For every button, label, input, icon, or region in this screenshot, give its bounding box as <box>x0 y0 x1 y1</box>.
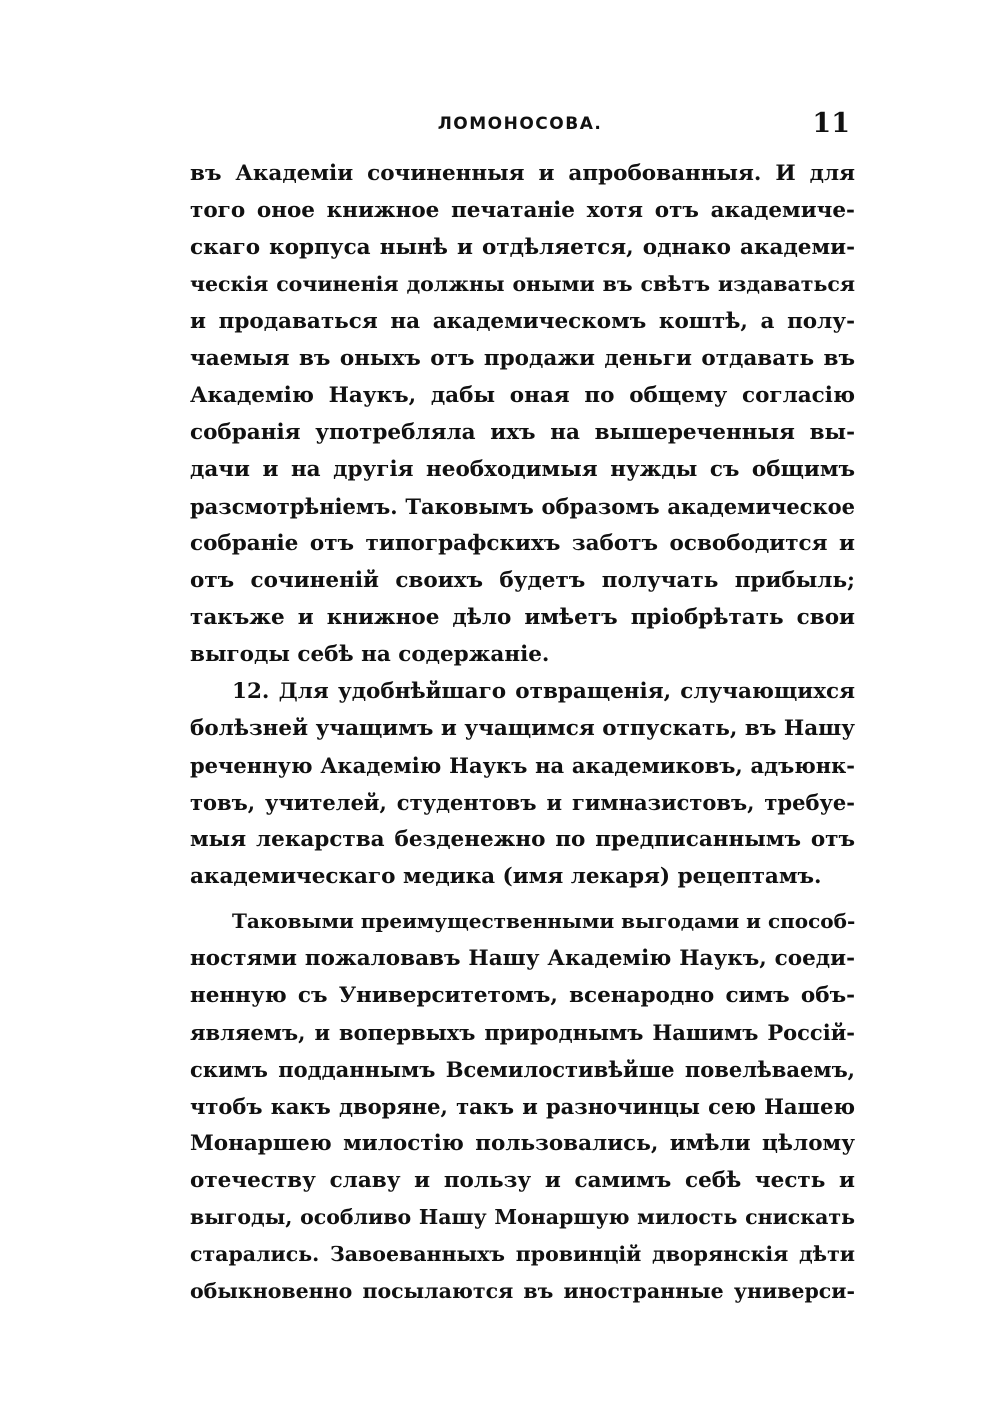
page-body <box>190 155 855 1310</box>
text-line: отечеству славу и пользу и самимъ себѣ честь и <box>190 1168 855 1193</box>
text-line: академическаго медика (имя лекаря) рецептамъ. <box>190 864 822 889</box>
text-line: Академію Наукъ, дабы оная по общему согласію <box>190 383 855 408</box>
text-line: обыкновенно посылаются въ иностранные универси- <box>190 1279 855 1303</box>
text-line: мыя лекарства безденежно по предписаннымъ отъ <box>190 827 855 852</box>
text-line: скаго корпуса нынѣ и отдѣляется, однако академи- <box>190 235 855 260</box>
text-line: товъ, учителей, студентовъ и гимназистовъ, требуе- <box>190 790 855 815</box>
text-line: чаемыя въ оныхъ отъ продажи деньги отдавать въ <box>190 346 855 371</box>
text-line: выгоды себѣ на содержаніе. <box>190 642 550 667</box>
text-line: ческія сочиненія должны оными въ свѣтъ издаваться <box>190 272 855 296</box>
running-head: ЛОМОНОСОВА. <box>437 114 603 134</box>
text-line: Таковыми преимущественными выгодами и способ- <box>232 909 855 933</box>
text-line: болѣзней учащимъ и учащимся отпускать, въ Нашу <box>190 716 855 741</box>
text-line: старались. Завоеванныхъ провинцій дворянскія дѣти <box>190 1242 855 1266</box>
text-line: такъже и книжное дѣло имѣетъ пріобрѣтать свои <box>190 605 855 630</box>
page-header <box>190 108 850 148</box>
text-line: ненную съ Университетомъ, всенародно симъ объ- <box>190 983 855 1008</box>
text-line: того оное книжное печатаніе хотя отъ академиче- <box>190 198 855 223</box>
text-line: собраніе отъ типографскихъ заботъ освободится и <box>190 531 855 556</box>
text-line: и продаваться на академическомъ коштѣ, а полу- <box>190 309 855 334</box>
text-line: въ Академіи сочиненныя и апробованныя. И для <box>190 161 855 186</box>
text-line: разсмотрѣніемъ. Таковымъ образомъ академическое <box>190 494 855 519</box>
text-line: отъ сочиненій своихъ будетъ получать прибыль; <box>190 568 855 593</box>
text-line: Монаршею милостію пользовались, имѣли цѣлому <box>190 1131 855 1156</box>
text-line: собранія употребляла ихъ на вышереченныя вы- <box>190 420 855 445</box>
text-line: ностями пожаловавъ Нашу Академію Наукъ, соеди- <box>190 946 855 971</box>
page-number: 11 <box>812 108 850 139</box>
text-line: выгоды, особливо Нашу Монаршую милость снискать <box>190 1205 855 1229</box>
text-line: реченную Академію Наукъ на академиковъ, адъюнк- <box>190 753 855 778</box>
text-line: скимъ подданнымъ Всемилостивѣйше повелѣваемъ, <box>190 1057 855 1082</box>
text-line: чтобъ какъ дворяне, такъ и разночинцы сею Нашею <box>190 1094 855 1119</box>
paragraph-gap <box>190 895 855 903</box>
text-line: дачи и на другія необходимыя нужды съ общимъ <box>190 457 855 482</box>
text-line: 12. Для удобнѣйшаго отвращенія, случающихся <box>232 679 855 704</box>
text-line: являемъ, и вопервыхъ природнымъ Нашимъ Россій- <box>190 1020 855 1045</box>
